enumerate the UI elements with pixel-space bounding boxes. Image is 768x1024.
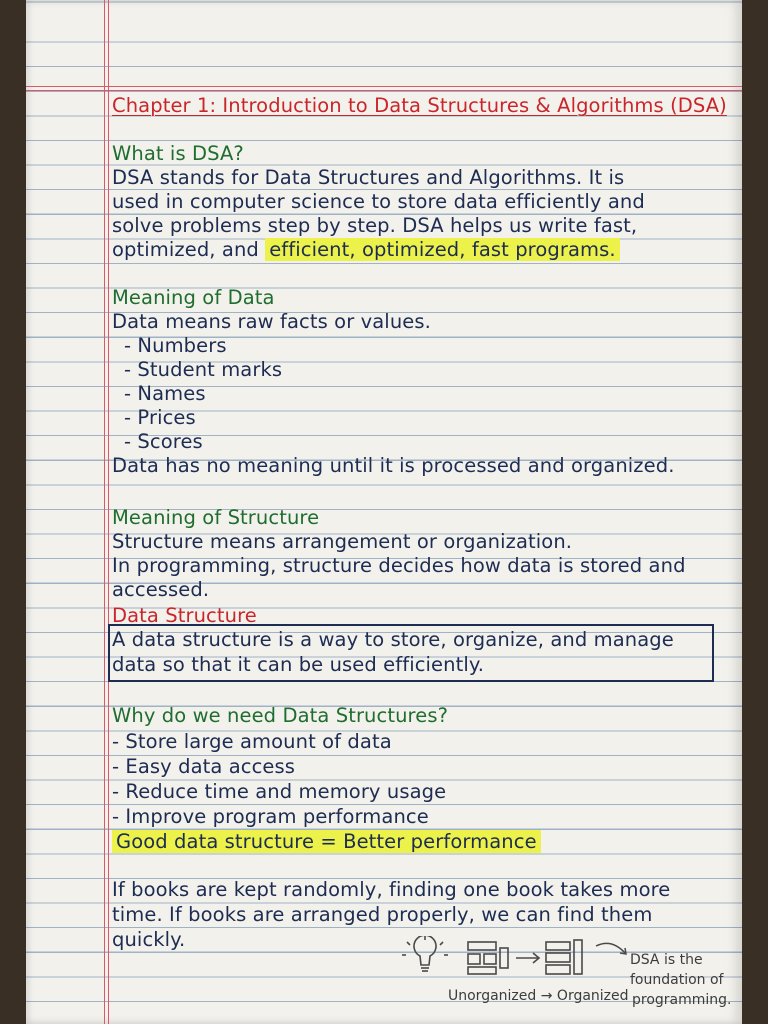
organized-blocks-icon — [546, 940, 582, 974]
definition-line: A data structure is a way to store, organize, and manage — [112, 628, 674, 651]
unorganized-blocks-icon — [468, 942, 508, 974]
margin-line — [104, 0, 105, 1024]
curved-arrow-icon — [592, 940, 632, 962]
paragraph-line: used in computer science to store data efficiently and — [112, 190, 645, 213]
paragraph-line: DSA stands for Data Structures and Algorithms. It is — [112, 166, 625, 189]
lightbulb-icon — [402, 936, 448, 971]
paragraph-line: solve problems step by step. DSA helps us write fast, — [112, 214, 638, 237]
paragraph-line: In programming, structure decides how data is stored and — [112, 554, 686, 577]
list-item: - Names — [124, 382, 206, 405]
paragraph-line — [112, 238, 620, 262]
header-line — [26, 86, 742, 87]
section-heading-meaning-of-structure: Meaning of Structure — [112, 506, 320, 529]
list-item: - Easy data access — [112, 755, 296, 778]
sketch-note-line: DSA is the — [630, 952, 703, 968]
paragraph-line: Data has no meaning until it is processed and organized. — [112, 454, 675, 477]
paragraph-line: time. If books are arranged properly, we can find them — [112, 903, 653, 926]
chapter-title: Chapter 1: Introduction to Data Structures & Algorithms (DSA) — [112, 94, 727, 117]
highlighted-text: efficient, optimized, fast programs. — [265, 238, 620, 261]
list-item: - Improve program performance — [112, 805, 429, 828]
section-heading-data-structure: Data Structure — [112, 604, 257, 627]
list-item: - Store large amount of data — [112, 730, 392, 753]
margin-line — [108, 0, 109, 1024]
paragraph-text: optimized, and — [112, 238, 259, 261]
arrow-right-icon — [516, 953, 539, 963]
section-heading-why-need: Why do we need Data Structures? — [112, 704, 449, 727]
list-item: - Reduce time and memory usage — [112, 780, 447, 803]
paragraph-line: accessed. — [112, 578, 210, 601]
sketch-note-line: foundation of — [630, 972, 724, 988]
highlighted-text: Good data structure = Better performance — [112, 830, 541, 853]
paragraph-line: If books are kept randomly, finding one book takes more — [112, 878, 671, 901]
highlighted-line — [112, 830, 541, 854]
paragraph-line: Structure means arrangement or organization. — [112, 530, 573, 553]
sketch-caption-left: Unorganized — [448, 988, 537, 1004]
sketch-caption-right: Organized — [556, 988, 629, 1004]
list-item: - Student marks — [124, 358, 283, 381]
paragraph-line: quickly. — [112, 928, 186, 951]
section-heading-meaning-of-data: Meaning of Data — [112, 286, 275, 309]
paragraph-line: Data means raw facts or values. — [112, 310, 431, 333]
list-item: - Numbers — [124, 334, 227, 357]
header-line — [26, 90, 742, 91]
definition-line: data so that it can be used efficiently. — [112, 653, 485, 676]
list-item: - Scores — [124, 430, 203, 453]
sketch-caption: Unorganized → Organized — [448, 988, 629, 1004]
definition-box — [108, 624, 714, 682]
sketch-note-line: programming. — [632, 992, 732, 1008]
list-item: - Prices — [124, 406, 196, 429]
section-heading-what-is-dsa: What is DSA? — [112, 142, 244, 165]
